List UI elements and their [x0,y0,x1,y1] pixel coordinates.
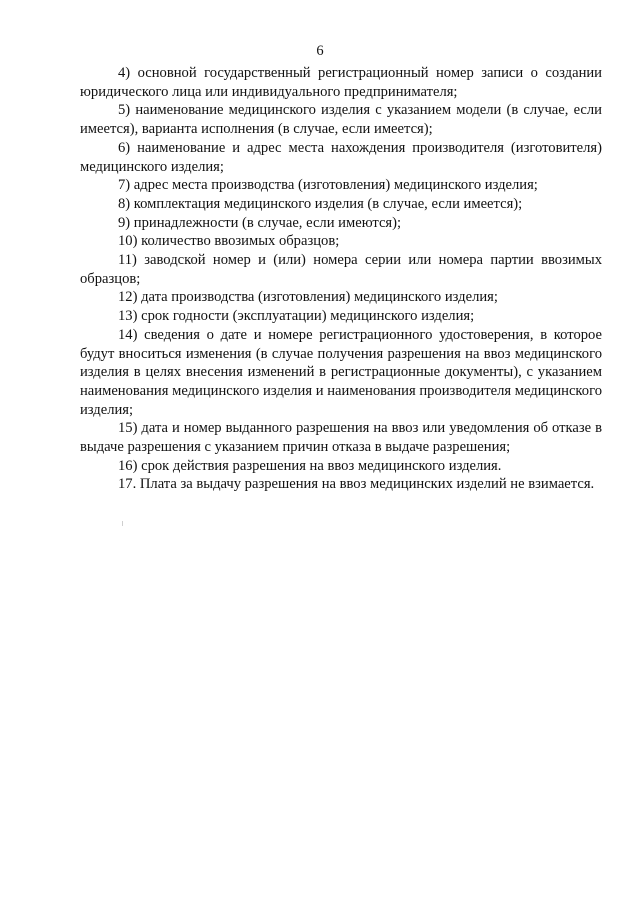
page-number: 6 [316,43,324,59]
list-item-15: 15) дата и номер выданного разрешения на ввоз или уведомления об отказе в выдаче разрешения с указанием причин отказа в выдаче разрешения; [80,420,602,456]
scan-speck [122,521,123,526]
list-item-14: 14) сведения о дате и номере регистрационного удостоверения, в которое будут вноситься изменения (в случае получения разрешения на ввоз медицинского изделия в целях внесения изменений в регистрационные документы), с указанием наименования медицинского изделия и наименования производителя медицинского изделия; [80,326,602,418]
list-item-10: 10) количество ввозимых образцов; [118,233,340,250]
list-item-11: 11) заводской номер и (или) номера серии или номера партии ввозимых образцов; [80,252,602,287]
list-item-16: 16) срок действия разрешения на ввоз медицинского изделия. [118,457,502,474]
list-item-5: 5) наименование медицинского изделия с указанием модели (в случае, если имеется), варианта исполнения (в случае, если имеется); [80,102,602,138]
clause-17: 17. Плата за выдачу разрешения на ввоз медицинских изделий не взимается. [118,476,595,493]
list-item-8: 8) комплектация медицинского изделия (в случае, если имеется); [118,195,523,212]
document-body [80,64,602,494]
list-item-4: 4) основной государственный регистрационный номер записи о создании юридического лица или индивидуального предпринимателя; [80,65,602,100]
list-item-6: 6) наименование и адрес места нахождения производителя (изготовителя) медицинского изделия; [80,139,602,175]
list-item-9: 9) принадлежности (в случае, если имеются); [118,214,402,231]
list-item-13: 13) срок годности (эксплуатации) медицинского изделия; [118,308,475,325]
list-item-7: 7) адрес места производства (изготовления) медицинского изделия; [118,177,538,194]
list-item-12: 12) дата производства (изготовления) медицинского изделия; [118,289,498,306]
